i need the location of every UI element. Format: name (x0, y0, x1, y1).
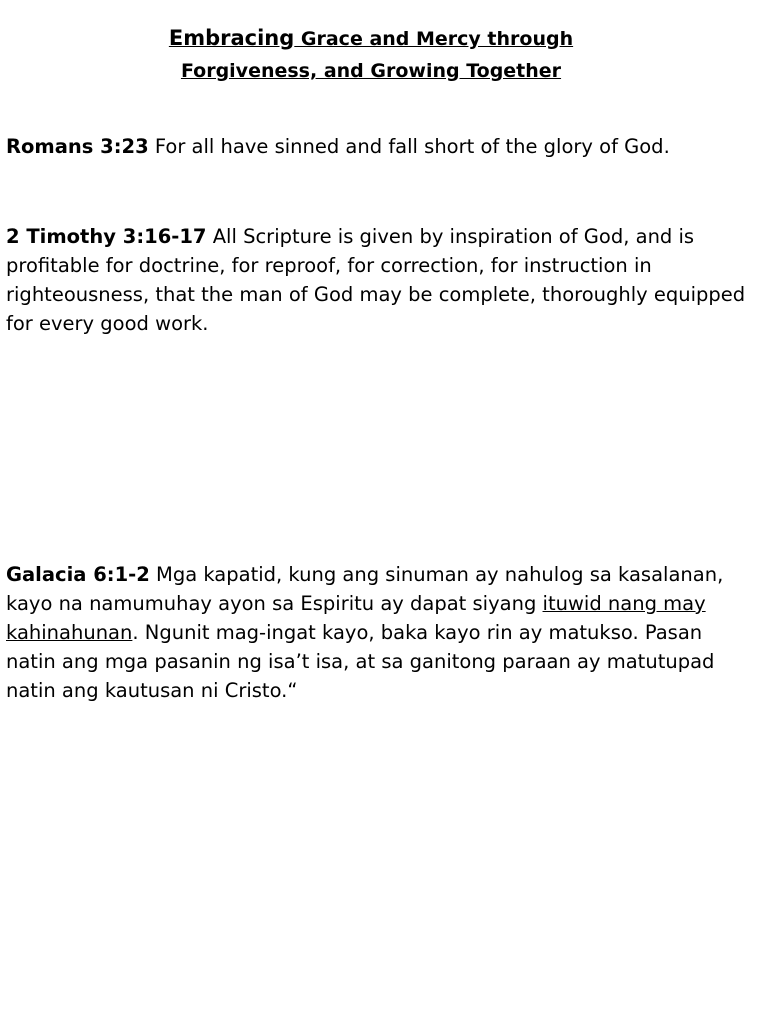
verse-reference: 2 Timothy 3:16-17 (6, 225, 207, 248)
verse-romans (6, 132, 751, 161)
title-line1-rest: Grace and Mercy through (294, 28, 574, 50)
verse-text-before: Mga kapatid, kung ang sinuman ay nahulog sa kasalanan, kayo na namumuhay ayon sa Espiritu ay dapat siyang (6, 563, 724, 615)
verse-text: All Scripture is given by inspiration of God, and is profitable for doctrine, for reproof, for correction, for instruction in righteousness, that the man of God may be complete, thoroughly equipped for every good work. (6, 225, 746, 335)
title-first-word: Embracing (168, 26, 295, 50)
verse-text: For all have sinned and fall short of the glory of God. (148, 135, 670, 158)
title-line2: Forgiveness, and Growing Together (180, 60, 562, 82)
verse-timothy (6, 222, 751, 338)
verse-galacia (6, 560, 751, 705)
document-title (0, 22, 742, 87)
verse-reference: Romans 3:23 (6, 135, 149, 158)
verse-text-underlined: ituwid nang may kahinahunan (6, 592, 706, 644)
verse-text-after: . Ngunit mag-ingat kayo, baka kayo rin ay matukso. Pasan natin ang mga pasanin ng isa’t isa, at sa ganitong paraan ay matutupad natin ang kautusan ni Cristo.“ (6, 621, 715, 702)
verse-reference: Galacia 6:1-2 (6, 563, 150, 586)
